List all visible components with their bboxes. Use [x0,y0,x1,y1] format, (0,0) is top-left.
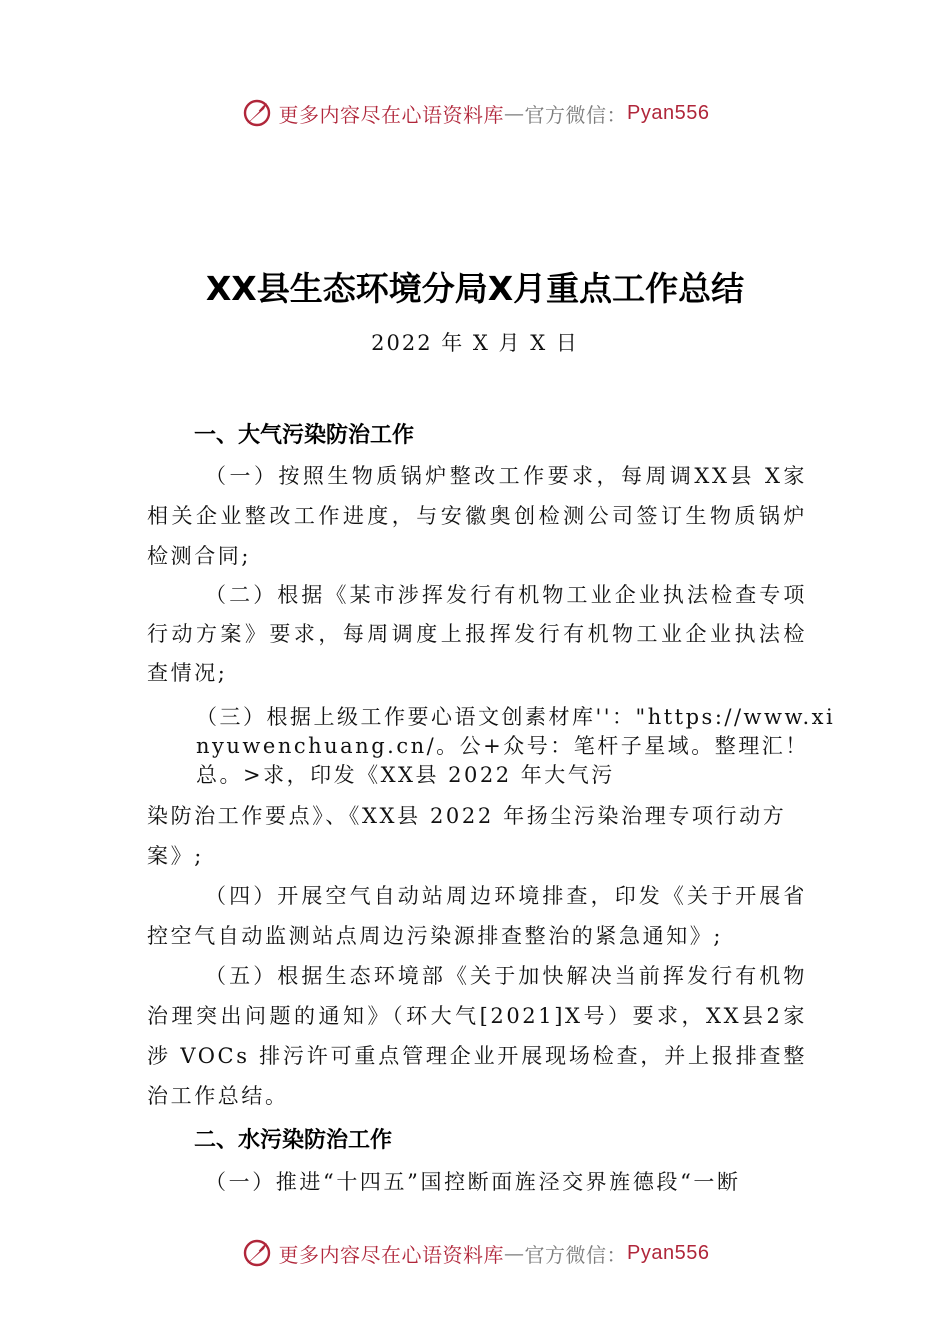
watermark-banner-bottom [0,1237,950,1269]
section2-paragraph-1: （一）推进“十四五”国控断面旌泾交界旌德段“一断 [205,1170,741,1194]
banner-dash: — [504,101,525,125]
banner-wechat-id: Pyan556 [627,101,710,124]
banner-wechat-id: Pyan556 [627,1241,710,1264]
quill-logo-icon [241,97,273,129]
section1-heading: 一、大气污染防治工作 [194,423,415,448]
banner-red-text: 更多内容尽在心语资料库 [278,102,505,127]
section1-paragraph-3a: （三）根据上级工作要心语文创素材库''："https://www.xinyuwenchuang.cn/。公+众号：笔杆子星域。整理汇！总。>求，印发《XX县 2022 年大气污 [196,705,836,787]
banner-dash: — [504,1241,525,1265]
banner-wechat-label: 官方微信： [524,1242,628,1267]
section1-paragraph-3b: 染防治工作要点》、《XX县 2022 年扬尘污染治理专项行动方案》; [147,804,787,868]
banner-wechat-label: 官方微信： [524,102,628,127]
section1-paragraph-4: （四）开展空气自动站周边环境排查，印发《关于开展省控空气自动监测站点周边污染源排查整治的紧急通知》; [147,884,807,948]
banner-red-text: 更多内容尽在心语资料库 [278,1242,505,1267]
section1-paragraph-2: （二）根据《某市涉挥发行有机物工业企业执法检查专项行动方案》要求，每周调度上报挥发行有机物工业企业执法检查情况; [147,583,807,685]
section1-paragraph-5: （五）根据生态环境部《关于加快解决当前挥发行有机物治理突出问题的通知》（环大气[2021]X号）要求，XX县2家涉 VOCs 排污许可重点管理企业开展现场检查，并上报排查整治工作总结。 [147,964,807,1108]
document-title: XX县生态环境分局X月重点工作总结 [205,269,745,308]
document-date: 2022 年 X 月 X 日 [371,331,579,355]
quill-logo-icon [241,1237,273,1269]
watermark-banner-top [0,97,950,129]
section1-paragraph-1: （一）按照生物质锅炉整改工作要求，每周调XX县 X家相关企业整改工作进度，与安徽奥创检测公司签订生物质锅炉检测合同; [147,464,807,568]
section2-heading: 二、水污染防治工作 [194,1128,393,1153]
